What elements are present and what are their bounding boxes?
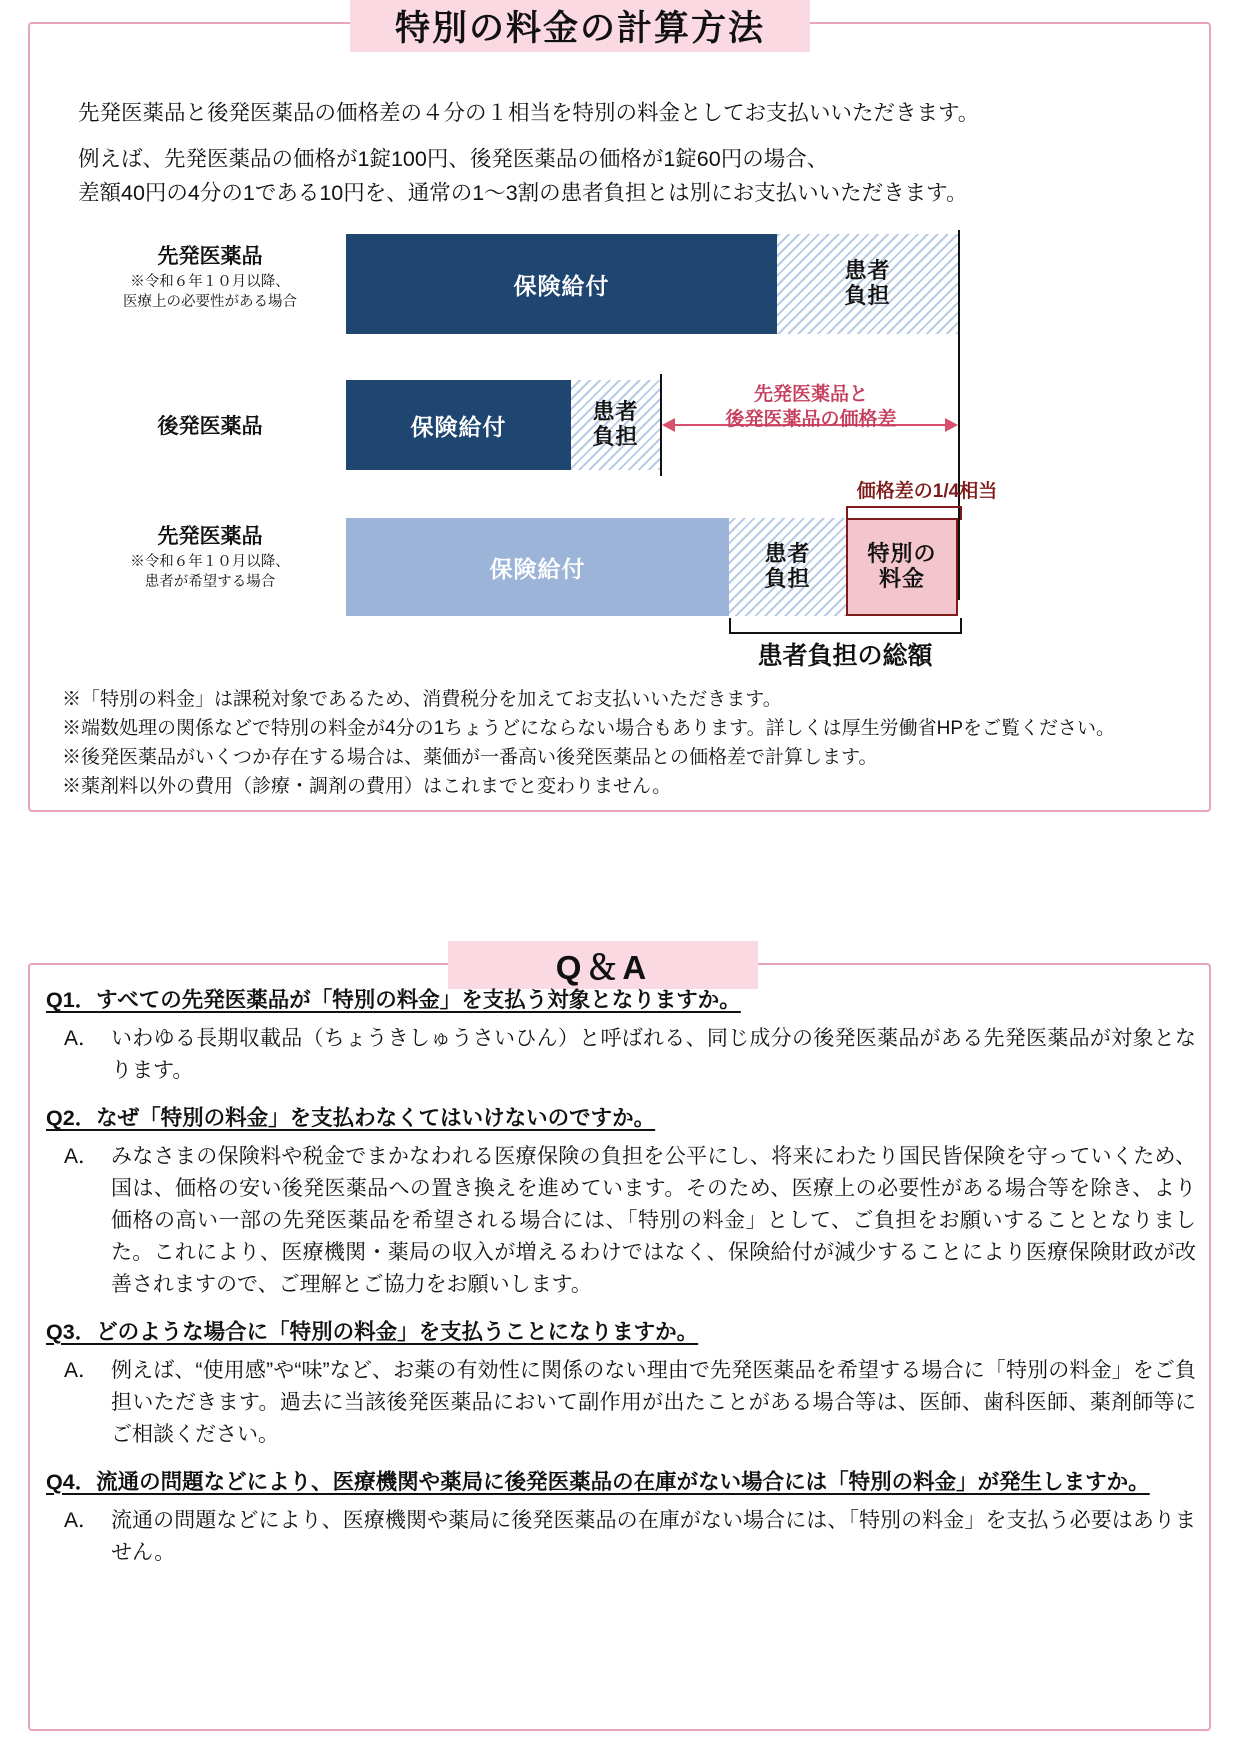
qa-question: Q2．なぜ「特別の料金」を支払わなくてはいけないのですか。 — [46, 1105, 656, 1130]
row3-label — [80, 520, 340, 592]
row3-label-sub-line1: ※令和６年１０月以降、 — [130, 554, 290, 570]
section-title-qa: Q＆A — [448, 941, 758, 989]
row1-label-sub-line2: 医療上の必要性がある場合 — [123, 293, 297, 310]
qa-answer-mark: A． — [64, 1508, 100, 1532]
lead-text-1: 先発医薬品と後発医薬品の価格差の４分の１相当を特別の料金としてお支払いいただきます。 — [78, 101, 980, 125]
row2-patient-burden-bar — [571, 380, 660, 470]
qa-answer — [46, 1355, 1196, 1451]
row1-patient-burden-bar — [777, 234, 958, 334]
row3-patient-burden-bar — [729, 518, 846, 616]
row1-label — [80, 240, 340, 312]
price-gap-label-line1: 先発医薬品と — [753, 384, 868, 405]
quarter-share-label-text: 価格差の1/4相当 — [856, 481, 998, 502]
qa-answer — [46, 1505, 1196, 1569]
row3-label-main: 先発医薬品 — [157, 525, 263, 548]
row3-patient-burden-label-line1: 患者 — [764, 541, 811, 567]
qa-question: Q1．すべての先発医薬品が「特別の料金」を支払う対象となりますか。 — [46, 988, 741, 1012]
qa-answer — [46, 1141, 1196, 1301]
lead-text-2: 例えば、先発医薬品の価格が1錠100円、後発医薬品の価格が1錠60円の場合、 — [78, 147, 829, 171]
row2-insurance-benefit-label: 保険給付 — [410, 413, 507, 440]
row2-label-main: 後発医薬品 — [157, 415, 263, 438]
qa-list — [46, 985, 1196, 1585]
qa-question: Q4．流通の問題などにより、医療機関や薬局に後発医薬品の在庫がない場合には「特別の料金」が発生しますか。 — [46, 1469, 1150, 1494]
row3-patient-burden-label-line2: 負担 — [764, 566, 811, 591]
section-title-calculation: 特別の料金の計算方法 — [350, 0, 810, 52]
price-gap-label — [672, 383, 950, 432]
qa-item — [46, 1467, 1196, 1569]
row1-label-main: 先発医薬品 — [157, 245, 263, 268]
row3-insurance-benefit-bar — [346, 518, 729, 616]
qa-answer-text: みなさまの保険料や税金でまかなわれる医療保険の負担を公平にし、将来にわたり国民皆保険を守っていくため、国は、価格の安い後発医薬品への置き換えを進めています。そのため、医療上の必要性がある場合等を除き、より価格の高い一部の先発医薬品を希望される場合には、「特別の料金」として、ご負担をお願いすることとなりました。これにより、医療機関・薬局の収入が増えるわけではなく、保険給付が減少することにより医療保険財政が改善されますので、ご理解とご協力をお願いします。 — [111, 1145, 1196, 1296]
quarter-share-label — [832, 480, 1022, 505]
qa-answer-text: いわゆる長期収載品（ちょうきしゅうさいひん）と呼ばれる、同じ成分の後発医薬品がある先発医薬品が対象となります。 — [111, 1027, 1196, 1083]
row1-label-sub-line1: ※令和６年１０月以降、 — [130, 274, 290, 290]
row2-label — [80, 410, 340, 440]
qa-item — [46, 985, 1196, 1087]
note-4: ※薬剤料以外の費用（診療・調剤の費用）はこれまでと変わりません。 — [62, 775, 672, 797]
qa-answer-text: 例えば、“使用感”や“味”など、お薬の有効性に関係のない理由で先発医薬品を希望する場合に「特別の料金」をご負担いただきます。過去に当該後発医薬品において副作用が出たことがある場合等は、医師、歯科医師、薬剤師等にご相談ください。 — [111, 1358, 1196, 1446]
price-comparison-diagram — [60, 228, 1180, 673]
qa-item — [46, 1103, 1196, 1301]
row2-patient-burden-label-line2: 負担 — [592, 424, 639, 449]
qa-answer-mark: A． — [64, 1358, 100, 1382]
row3-special-fee-bar — [846, 518, 958, 616]
qa-answer — [46, 1023, 1196, 1087]
row3-special-fee-label-line1: 特別の — [867, 541, 937, 567]
row1-insurance-benefit-bar — [346, 234, 777, 334]
note-2: ※端数処理の関係などで特別の料金が4分の1ちょうどにならない場合もあります。詳しくは厚生労働省HPをご覧ください。 — [62, 717, 1116, 739]
row3-label-sub-line2: 患者が希望する場合 — [144, 573, 276, 590]
total-burden-label — [720, 636, 970, 672]
qa-answer-mark: A． — [64, 1027, 100, 1051]
note-3: ※後発医薬品がいくつか存在する場合は、薬価が一番高い後発医薬品との価格差で計算します。 — [62, 746, 878, 768]
row1-patient-burden-label-line2: 負担 — [844, 283, 891, 308]
qa-question: Q3．どのような場合に「特別の料金」を支払うことになりますか。 — [46, 1319, 699, 1344]
row1-insurance-benefit-label: 保険給付 — [513, 272, 610, 299]
row2-patient-burden-label-line1: 患者 — [592, 399, 639, 425]
qa-answer-mark: A． — [64, 1145, 100, 1169]
row3-special-fee-label-line2: 料金 — [878, 566, 925, 591]
row2-insurance-benefit-bar — [346, 380, 571, 470]
total-burden-brace — [729, 618, 962, 634]
lead-text-3: 差額40円の4分の1である10円を、通常の1〜3割の患者負担とは別にお支払いいただきます。 — [78, 181, 968, 205]
row1-patient-burden-label-line1: 患者 — [844, 258, 891, 284]
price-gap-label-line2: 後発医薬品の価格差 — [725, 408, 897, 430]
calculation-notes — [62, 686, 1115, 802]
qa-answer-text: 流通の問題などにより、医療機関や薬局に後発医薬品の在庫がない場合には、「特別の料金」を支払う必要はありません。 — [111, 1508, 1196, 1564]
row3-insurance-benefit-label: 保険給付 — [489, 555, 586, 582]
total-burden-label-text: 患者負担の総額 — [757, 642, 933, 670]
qa-item — [46, 1317, 1196, 1451]
guide-line-right — [958, 230, 960, 600]
note-1: ※「特別の料金」は課税対象であるため、消費税分を加えてお支払いいただきます。 — [62, 689, 782, 710]
